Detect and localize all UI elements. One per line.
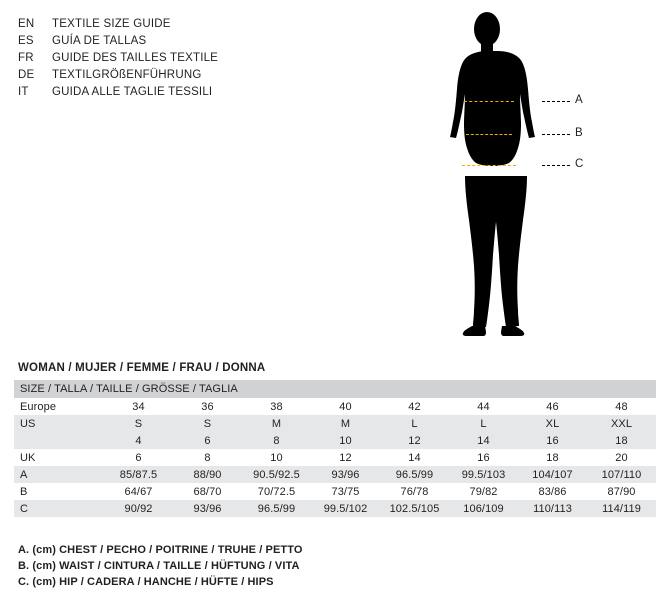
measurement-legend [18,542,578,590]
cell: 42 [380,398,449,415]
cell: 93/96 [173,500,242,517]
cell: 102.5/105 [380,500,449,517]
table-row [14,449,656,466]
hip-leader-line [542,165,570,166]
row-label: UK [14,449,104,466]
cell: 8 [242,432,311,449]
chest-leader-line [542,101,570,102]
cell: 16 [449,449,518,466]
cell: XXL [587,415,656,432]
language-code: EN [18,18,35,30]
cell: S [104,415,173,432]
language-code: DE [18,69,35,81]
language-title: GUÍA DE TALLAS [52,35,147,47]
language-row [18,84,318,101]
cell: XL [518,415,587,432]
cell: 110/113 [518,500,587,517]
language-title: GUIDE DES TAILLES TEXTILE [52,52,219,64]
cell: 79/82 [449,483,518,500]
row-label: B [14,483,104,500]
language-code: ES [18,35,34,47]
cell: 46 [518,398,587,415]
cell: 44 [449,398,518,415]
waist-leader-line [542,134,570,135]
cell: 20 [587,449,656,466]
hip-measure-line [462,165,516,166]
table-row [14,466,656,483]
cell: 48 [587,398,656,415]
chest-marker-label: A [575,94,583,106]
size-table-container [14,380,642,517]
cell: 6 [173,432,242,449]
body-silhouette-icon [420,8,590,378]
cell: 10 [311,432,380,449]
table-row [14,415,656,432]
legend-item-chest: A. (cm) CHEST / PECHO / POITRINE / TRUHE / PETTO [18,544,303,556]
cell: L [449,415,518,432]
section-title: WOMAN / MUJER / FEMME / FRAU / DONNA [18,362,266,374]
table-header-label: SIZE / TALLA / TAILLE / GRÖSSE / TAGLIA [14,380,656,398]
cell: 83/86 [518,483,587,500]
cell: 70/72.5 [242,483,311,500]
cell: 85/87.5 [104,466,173,483]
chest-measure-line [464,101,514,102]
cell: 14 [380,449,449,466]
table-row [14,500,656,517]
legend-item-waist: B. (cm) WAIST / CINTURA / TAILLE / HÜFTUNG / VITA [18,560,300,572]
legend-item-hip: C. (cm) HIP / CADERA / HANCHE / HÜFTE / HIPS [18,576,274,588]
language-row [18,50,318,67]
cell: 107/110 [587,466,656,483]
hip-marker-label: C [575,158,584,170]
cell: 73/75 [311,483,380,500]
cell: 96.5/99 [380,466,449,483]
cell: 12 [311,449,380,466]
cell: 14 [449,432,518,449]
cell: 96.5/99 [242,500,311,517]
table-row [14,398,656,415]
language-row [18,67,318,84]
female-body-figure [420,8,590,378]
language-code: IT [18,86,29,98]
cell: 12 [380,432,449,449]
cell: 18 [587,432,656,449]
cell: 10 [242,449,311,466]
cell: 99.5/102 [311,500,380,517]
cell: L [380,415,449,432]
size-table [14,380,656,517]
waist-marker-label: B [575,127,583,139]
cell: 38 [242,398,311,415]
row-label: Europe [14,398,104,415]
cell: 93/96 [311,466,380,483]
row-label: US [14,415,104,432]
language-title: TEXTILE SIZE GUIDE [52,18,171,30]
cell: 114/119 [587,500,656,517]
cell: S [173,415,242,432]
language-title: TEXTILGRÖßENFÜHRUNG [52,69,202,81]
language-header [18,16,318,101]
language-row [18,16,318,33]
row-label [14,432,104,449]
cell: 8 [173,449,242,466]
cell: 90/92 [104,500,173,517]
cell: 76/78 [380,483,449,500]
cell: 18 [518,449,587,466]
cell: 68/70 [173,483,242,500]
cell: 34 [104,398,173,415]
table-header-row [14,380,656,398]
cell: 36 [173,398,242,415]
row-label: A [14,466,104,483]
cell: M [242,415,311,432]
cell: 40 [311,398,380,415]
cell: 106/109 [449,500,518,517]
cell: 4 [104,432,173,449]
cell: 90.5/92.5 [242,466,311,483]
waist-measure-line [466,134,512,135]
language-row [18,33,318,50]
cell: 16 [518,432,587,449]
cell: 88/90 [173,466,242,483]
cell: M [311,415,380,432]
cell: 6 [104,449,173,466]
language-title: GUIDA ALLE TAGLIE TESSILI [52,86,213,98]
language-code: FR [18,52,34,64]
cell: 104/107 [518,466,587,483]
table-row [14,432,656,449]
cell: 64/67 [104,483,173,500]
cell: 87/90 [587,483,656,500]
row-label: C [14,500,104,517]
table-row [14,483,656,500]
cell: 99.5/103 [449,466,518,483]
